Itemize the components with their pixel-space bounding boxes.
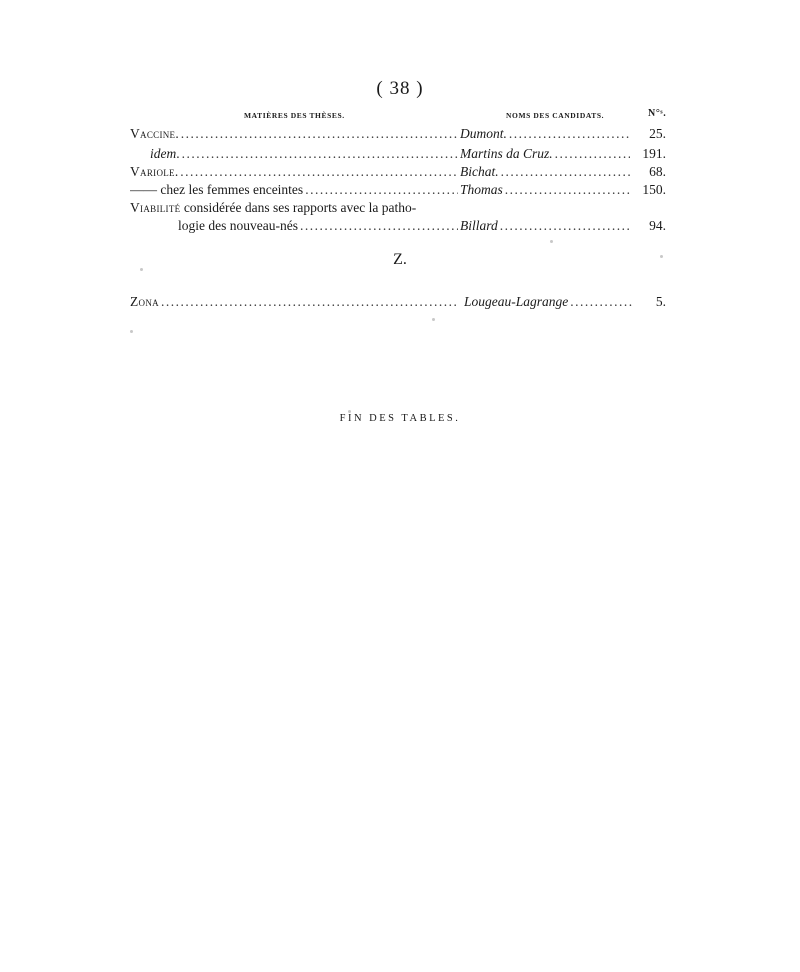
subject-cell xyxy=(130,198,458,218)
section-letter-heading: Z. xyxy=(393,251,407,268)
candidate-cell xyxy=(460,144,630,164)
dot-leader xyxy=(180,162,458,182)
table-row xyxy=(0,124,800,144)
dot-leader xyxy=(305,180,458,200)
table-row xyxy=(0,216,800,236)
page-number: ( 38 ) xyxy=(376,78,424,99)
table-row xyxy=(0,292,800,312)
subject-cell xyxy=(130,124,458,144)
thesis-number: 25. xyxy=(649,126,666,141)
paper-speck xyxy=(660,255,663,258)
candidate-name: Martins da Cruz. xyxy=(460,146,553,161)
candidate-name: Billard xyxy=(460,218,498,233)
candidate-cell xyxy=(460,124,630,144)
subject-text: . xyxy=(176,146,180,161)
thesis-number: 94. xyxy=(649,218,666,233)
paper-speck xyxy=(550,240,553,243)
candidate-name: Lougeau-Lagrange xyxy=(464,294,569,309)
dot-leader xyxy=(555,144,630,164)
table-row xyxy=(0,198,800,218)
column-header-number: N°ˢ. xyxy=(648,108,667,119)
paper-speck xyxy=(130,330,133,333)
subject-cell xyxy=(130,162,458,182)
paper-speck xyxy=(348,410,351,413)
dot-leader xyxy=(505,180,630,200)
dot-leader xyxy=(161,292,458,312)
column-header-subjects: MATIÈRES DES THÈSES. xyxy=(244,111,345,120)
candidate-cell xyxy=(460,162,630,182)
candidate-name: Thomas xyxy=(460,182,503,197)
candidate-name: Dumont. xyxy=(460,126,507,141)
thesis-number: 191. xyxy=(642,146,666,161)
column-header-candidates: NOMS DES CANDIDATS. xyxy=(506,111,605,120)
candidate-cell xyxy=(464,292,634,312)
subject-text: . xyxy=(174,164,179,179)
subject-cell xyxy=(178,216,458,236)
thesis-number: 5. xyxy=(655,294,666,309)
dot-leader xyxy=(509,124,630,144)
dot-leader xyxy=(501,162,630,182)
candidate-cell xyxy=(460,180,630,200)
subject-title: idem xyxy=(150,146,177,161)
thesis-number: 68. xyxy=(649,164,666,179)
thesis-number: 150. xyxy=(642,182,666,197)
subject-cell xyxy=(130,292,458,312)
candidate-name: Bichat. xyxy=(460,164,499,179)
subject-title: Viabilité xyxy=(130,200,181,215)
subject-title: Variole xyxy=(130,164,175,179)
table-row xyxy=(0,162,800,182)
end-of-tables-text: FIN DES TABLES. xyxy=(339,413,461,424)
subject-text: . xyxy=(175,126,179,141)
dot-leader xyxy=(181,124,458,144)
table-row xyxy=(0,144,800,164)
paper-speck xyxy=(432,318,435,321)
ditto-dash: —— xyxy=(130,182,157,197)
subject-text: considérée dans ses rapports avec la patho- xyxy=(180,200,417,215)
subject-cell xyxy=(150,144,458,164)
paper-speck xyxy=(140,268,143,271)
subject-text: chez les femmes enceintes xyxy=(157,182,304,197)
candidate-cell xyxy=(460,216,630,236)
dot-leader xyxy=(500,216,630,236)
table-row xyxy=(0,180,800,200)
subject-cell xyxy=(130,180,458,200)
subject-title: Zona xyxy=(130,294,159,309)
dot-leader xyxy=(300,216,458,236)
subject-title: Vaccine xyxy=(130,126,176,141)
dot-leader xyxy=(570,292,634,312)
dot-leader xyxy=(182,144,458,164)
subject-text: logie des nouveau-nés xyxy=(178,218,298,233)
